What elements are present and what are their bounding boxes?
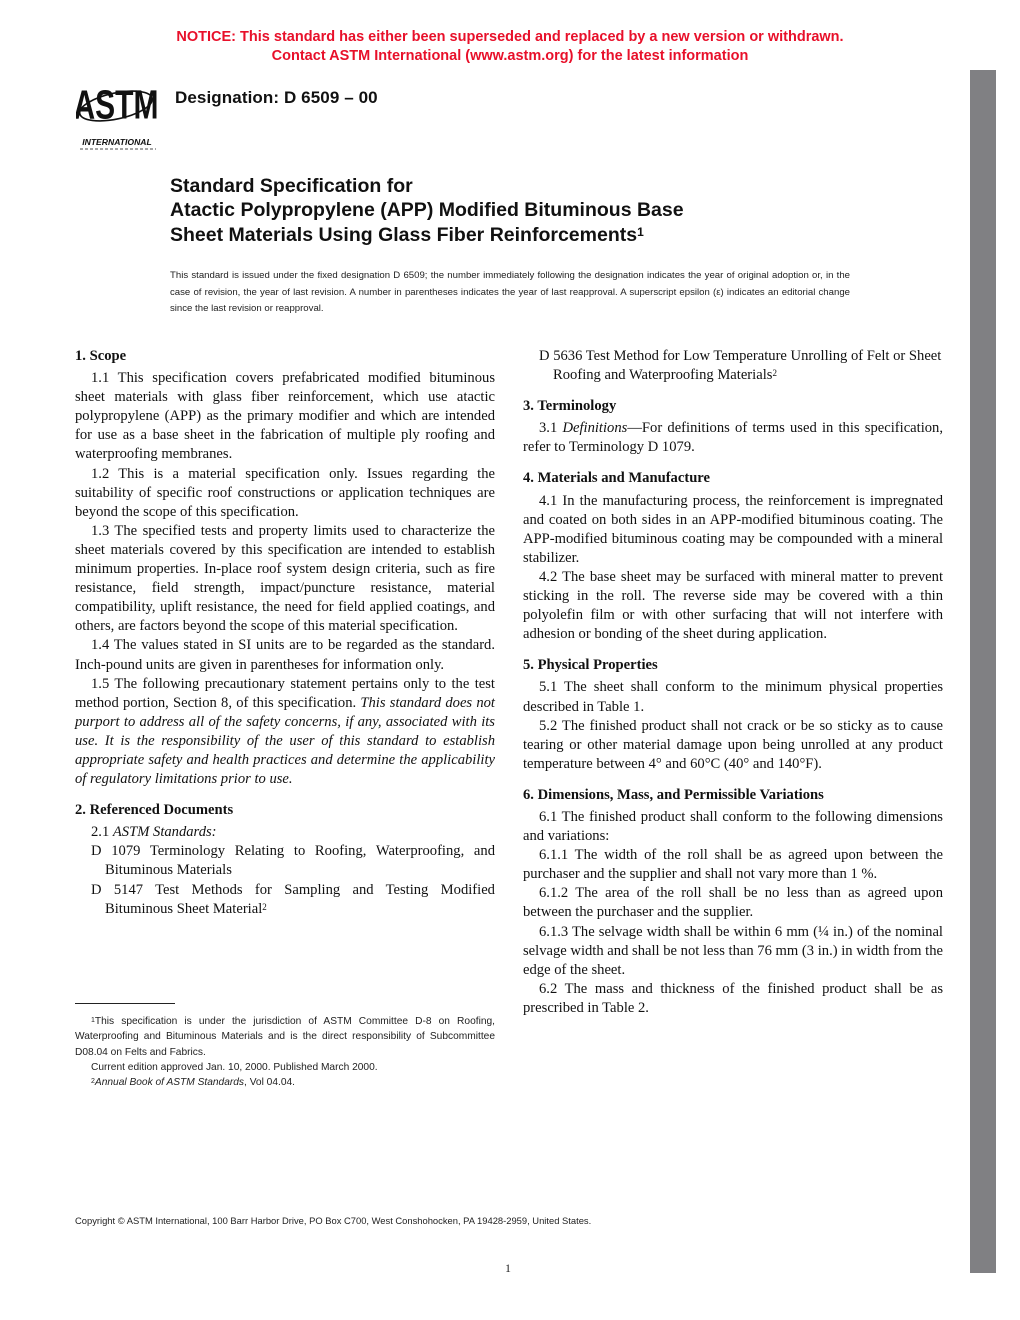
paragraph-4-2: 4.2 The base sheet may be surfaced with mineral matter to prevent sticking in the roll. The reverse side may be covered with a thin polyolefin film or with other surfacing that will not interfere with adhesion or bonding of the sheet during application. <box>523 568 943 643</box>
withdrawal-notice <box>0 28 1020 66</box>
logo-letters: ASTM <box>76 82 159 128</box>
footnote-2: $^2$Annual Book of ASTM Standards, Vol 04.04. <box>91 1077 296 1089</box>
copyright-line: Copyright © ASTM International, 100 Barr Harbor Drive, PO Box C700, West Conshohocken, PA 19428-2959, United States. <box>75 1215 592 1226</box>
paragraph-6-2: 6.2 The mass and thickness of the finished product shall be as prescribed in Table 2. <box>523 980 943 1016</box>
paragraph-1-1: 1.1 This specification covers prefabricated modified bituminous sheet materials with glass fiber reinforcement, which use atactic polypropylene (APP) as the primary modifier and which are intended for use as a base sheet in the fabrication of multiple ply roofing and waterproofing membranes. <box>75 370 495 463</box>
paragraph-6-1: 6.1 The finished product shall conform to the following dimensions and variations: <box>523 808 943 845</box>
title-line-2: Atactic Polypropylene (APP) Modified Bituminous Base <box>170 199 684 221</box>
title-line-3: Sheet Materials Using Glass Fiber Reinforcements$^1$ <box>170 224 644 246</box>
paragraph-4-1: 4.1 In the manufacturing process, the reinforcement is impregnated and coated on both sides in an APP-modified bituminous coating. The APP-modified bituminous coating may be compounded with a mineral stabilizer. <box>523 492 943 566</box>
left-column <box>75 347 495 919</box>
footnote-divider <box>75 1003 175 1004</box>
paragraph-5-2: 5.2 The finished product shall not crack or be so sticky as to cause tearing or other material damage upon being unrolled at any product temperature between 4° and 60°C (40° and 140°F). <box>523 717 943 772</box>
section-heading-physical-properties: 5. Physical Properties <box>523 657 658 674</box>
paragraph-6-1-3: 6.1.3 The selvage width shall be within 6 mm (¼ in.) of the nominal selvage width and shall be not less than 76 mm (3 in.) in width from the edge of the sheet. <box>523 923 943 978</box>
designation: Designation: D 6509 – 00 <box>175 88 378 107</box>
section-heading-referenced-documents: 2. Referenced Documents <box>75 802 234 819</box>
svg-text:INTERNATIONAL: INTERNATIONAL <box>82 137 152 147</box>
section-heading-scope: 1. Scope <box>75 348 127 364</box>
page-number: 1 <box>505 1261 511 1275</box>
paragraph-3-1: 3.1 Definitions—For definitions of terms used in this specification, refer to Terminology D 1079. <box>523 420 943 456</box>
section-heading-terminology: 3. Terminology <box>523 398 617 415</box>
footnotes <box>75 1014 495 1090</box>
paragraph-1-2: 1.2 This is a material specification only. Issues regarding the suitability of specific roof constructions or application techniques are beyond the scope of this specification. <box>75 465 495 520</box>
safety-caveat: This standard does not purport to address all of the safety concerns, if any, associated with its use. It is the responsibility of the user of this standard to establish appropriate safety and health practices and determine the applicability of regulatory limitations prior to use. <box>75 694 495 788</box>
paragraph-1-4: 1.4 The values stated in SI units are to be regarded as the standard. Inch-pound units are given in parentheses for information only. <box>75 637 495 673</box>
right-column <box>523 347 943 1018</box>
paragraph-1-5: 1.5 The following precautionary statement pertains only to the test method portion, Section 8, of this specification. This standard does not purport to address all of the safety concerns, if any, associated with its use. It is the responsibility of the user of this standard to establish appropriate safety and health practices and determine the applicability of regulatory limitations prior to use. <box>75 675 495 788</box>
notice-line-2: Contact ASTM International (www.astm.org) for the latest information <box>271 48 749 64</box>
issuance-note: This standard is issued under the fixed designation D 6509; the number immediately following the designation indicates the year of original adoption or, in the case of revision, the year of last revision. A number in parentheses indicates the year of last reapproval. A superscript epsilon (ε) indicates an editorial change since the last revision or reapproval. <box>170 270 850 314</box>
section-heading-dimensions: 6. Dimensions, Mass, and Permissible Variations <box>523 786 824 803</box>
footnote-1-edition: Current edition approved Jan. 10, 2000. Published March 2000. <box>91 1061 378 1073</box>
section-heading-materials: 4. Materials and Manufacture <box>523 470 710 487</box>
scroll-bar[interactable] <box>970 70 996 1273</box>
paragraph-2-1: 2.1 ASTM Standards: <box>91 824 217 841</box>
footnote-1: $^1$This specification is under the jurisdiction of ASTM Committee D-8 on Roofing, Waterproofing and Bituminous Materials and is the direct responsibility of Subcommittee D08.04 on Felts and Fabrics. <box>75 1016 495 1058</box>
reference-d1079[interactable]: D 1079 Terminology Relating to Roofing, Waterproofing, and Bituminous Materials <box>91 843 495 879</box>
title-line-1: Standard Specification for <box>170 175 413 197</box>
notice-line-1: NOTICE: This standard has either been superseded and replaced by a new version or withdrawn. <box>176 29 844 45</box>
paragraph-6-1-2: 6.1.2 The area of the roll shall be no less than as agreed upon between the purchaser and the supplier. <box>523 885 943 921</box>
reference-d5636[interactable]: D 5636 Test Method for Low Temperature Unrolling of Felt or Sheet Roofing and Waterproofing Materials$^2$ <box>539 348 942 384</box>
paragraph-1-3: 1.3 The specified tests and property limits used to characterize the sheet materials covered by this specification are intended to establish minimum properties. In-place roof system design criteria, such as fire resistance, field strength, impact/puncture resistance, material compatibility, uplift resistance, the need for field applied coatings, and others, are factors beyond the scope of this material specification. <box>75 522 495 635</box>
paragraph-6-1-1: 6.1.1 The width of the roll shall be as agreed upon between the purchaser and the supplier and shall not vary more than 1 %. <box>523 847 943 883</box>
reference-d5147[interactable]: D 5147 Test Methods for Sampling and Testing Modified Bituminous Sheet Material$^2$ <box>91 881 495 917</box>
astm-logo-icon <box>76 78 160 150</box>
document-title <box>170 174 870 248</box>
title-footnote-mark[interactable]: 1 <box>637 225 644 239</box>
paragraph-5-1: 5.1 The sheet shall conform to the minimum physical properties described in Table 1. <box>523 679 943 715</box>
